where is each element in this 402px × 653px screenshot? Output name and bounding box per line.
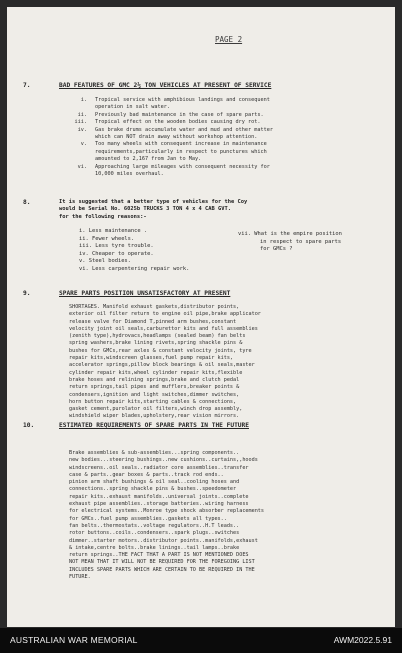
- question-line: for GMCs ?: [260, 246, 293, 253]
- text-line: exterior oil filter return to engine oil pipe,brake applicator: [69, 311, 261, 318]
- section-number: 7.: [23, 82, 31, 89]
- item-text: amounted to 2,167 from Jan to May.: [95, 156, 202, 163]
- list-item: [67, 97, 270, 104]
- list-item: [67, 141, 267, 148]
- list-item: [67, 104, 170, 111]
- text-line: FUTURE.: [69, 574, 91, 581]
- archive-name: AUSTRALIAN WAR MEMORIAL: [10, 635, 138, 645]
- list-item: [67, 164, 270, 171]
- text-line: connections..spring shackle pins & bushes..speedometer: [69, 486, 237, 493]
- list-item: [67, 156, 201, 163]
- text-line: new bodies...steering bushings..new cushions..curtains,,hoods: [69, 457, 258, 464]
- text-line: release valve for Diamond T,pinned arm bushes,constant: [69, 318, 237, 325]
- text-line: for GMCs..fuel pump assemblies..gaskets all types..: [69, 515, 227, 522]
- reason-item: ii. Fewer wheels.: [79, 235, 135, 242]
- section-7-heading: [23, 82, 272, 89]
- text-line: repair kits,windscreen glasses,fuel pump repair kits,: [69, 355, 234, 362]
- paragraph-line: It is suggested that a better type of vehicles for the Coy: [59, 199, 248, 205]
- text-line: Brake assemblies & sub-assemblies...spring components..: [69, 450, 240, 456]
- document-page: [7, 7, 395, 627]
- section-9-heading: [23, 290, 231, 297]
- text-line: case & parts..gear boxes & parts..track rod ends..: [69, 471, 224, 478]
- list-item: [67, 134, 257, 141]
- section-title: SPARE PARTS POSITION UNSATISFACTORY AT PRESENT: [59, 290, 231, 297]
- text-line: windshield wiper blades,upholstery,rear vision mirrors.: [69, 413, 240, 420]
- item-text: Tropical effect on the wooden bodies causing dry rot.: [95, 119, 261, 126]
- section-title: BAD FEATURES OF GMC 2½ TON VEHICLES AT PRESENT OF SERVICE: [59, 82, 272, 89]
- page-label: PAGE 2: [215, 35, 243, 44]
- text-line: fan belts..thermostats..voltage regulators..H.T leads..: [69, 522, 240, 529]
- item-numeral: i.: [80, 97, 87, 103]
- question-line: in respect to spare parts: [260, 238, 342, 245]
- archive-reference: AWM2022.5.91: [333, 635, 392, 645]
- section-9-text: [69, 304, 385, 421]
- question-line: vii. What is the empire position: [238, 231, 342, 237]
- text-line: bushes for GMCs,rear axles & constant velocity joints, tyre: [69, 347, 252, 354]
- item-numeral: vi.: [77, 163, 87, 170]
- text-line: INCLUDES SPARE PARTS WHICH ARE CERTAIN TO BE REQUIRED IN THE: [69, 566, 255, 573]
- text-line: repair kits..exhaust manifolds..universal joints..complete: [69, 493, 249, 500]
- text-line: exhaust pipe assemblies..storage batteries..wiring harness: [69, 501, 249, 508]
- reason-item: v. Steel bodies.: [79, 258, 131, 265]
- item-text: Gas brake drums accumulate water and mud and other matter: [95, 126, 274, 133]
- archive-footer-bar: [0, 628, 402, 653]
- paragraph-line: would be Serial No. 6025b TRUCKS 3 TON 4 x 4 CAB GVT.: [59, 206, 232, 213]
- text-line: for electrical systems..Monroe type shock absorber replacements: [69, 508, 264, 515]
- section-number: 9.: [23, 290, 31, 297]
- item-text: operation in salt water.: [95, 104, 170, 111]
- text-line: & intake,centre bolts..brake linings..tail lamps..brake: [69, 544, 240, 551]
- list-item: [67, 119, 261, 126]
- list-item: [67, 112, 264, 119]
- text-line: accelerator springs,pillow block bearings & oil seals,master: [69, 362, 255, 369]
- section-number: 8.: [23, 199, 31, 206]
- text-line: brake hoses and relining springs,brake and clutch pedal: [69, 376, 240, 383]
- list-item: [67, 127, 273, 134]
- text-line: NOT MEAN THAT IT WILL NOT BE REQUIRED FOR THE FOREGOING LIST: [69, 559, 255, 566]
- text-line: (zenith type),hydrovacs,headlamps (sealed beam) fan belts: [69, 333, 246, 340]
- item-text: Previously bad maintenance in the case of spare parts.: [95, 111, 264, 118]
- item-text: 10,000 miles overhaul.: [95, 171, 164, 177]
- section-title: ESTIMATED REQUIREMENTS OF SPARE PARTS IN THE FUTURE: [59, 422, 249, 429]
- text-line: SHORTAGES. Manifold exhaust gaskets,distributor points,: [69, 304, 240, 310]
- item-numeral: ii.: [77, 111, 87, 118]
- text-line: rotor buttons..coils..condensers..spark plugs..switches: [69, 530, 240, 537]
- text-line: cylinder repair kits,wheel cylinder repair kits,flexible: [69, 369, 243, 376]
- item-text: requirements,particularly in respect to punctures which: [95, 148, 267, 155]
- text-line: pinion arm shaft bushings & oil seal..cooling hoses and: [69, 479, 240, 486]
- paragraph-line: for the following reasons:-: [59, 213, 147, 220]
- section-10-text: [69, 450, 385, 581]
- text-line: return springs..THE FACT THAT A PART IS NOT MENTIONED DOES: [69, 552, 249, 559]
- section-number: 10.: [23, 422, 35, 429]
- text-line: horn button repair kits,starting cables & connections,: [69, 398, 237, 405]
- item-numeral: v.: [80, 141, 87, 148]
- item-text: Approaching large mileages with consequent necessity for: [95, 163, 270, 170]
- item-text: Tropical service with amphibious landings and consequent: [95, 97, 270, 103]
- text-line: velocity joint oil seals,carburettor kits and full assemblies: [69, 325, 258, 332]
- reason-item: iii. Less tyre trouble.: [79, 243, 154, 250]
- text-line: spring washers,brake lining rivets,spring shackle pins &: [69, 340, 243, 347]
- reason-item: iv. Cheaper to operate.: [79, 250, 154, 257]
- item-text: Too many wheels with consequent increase in maintenance: [95, 141, 267, 148]
- item-numeral: iii.: [74, 119, 87, 126]
- text-line: dimmer..starter motors..distributor points..manifolds,exhaust: [69, 537, 258, 544]
- reason-item: i. Less maintenance .: [79, 228, 148, 234]
- text-line: condensers,ignition and light switches,dimmer switches,: [69, 391, 240, 398]
- item-text: which can NOT drain away without workshop attention.: [95, 134, 258, 140]
- list-item: [67, 171, 164, 178]
- reason-item: vi. Less carpentering repair work.: [79, 266, 190, 272]
- item-numeral: iv.: [77, 126, 87, 133]
- section-10-heading: [23, 422, 249, 429]
- text-line: return springs,tail pipes and mufflers,breaker points &: [69, 384, 240, 391]
- text-line: windscreens..oil seals..radiator core assemblies..transfer: [69, 464, 249, 471]
- list-item: [67, 149, 267, 156]
- text-line: gasket cement,purolator oil filters,winch drop assembly,: [69, 406, 243, 413]
